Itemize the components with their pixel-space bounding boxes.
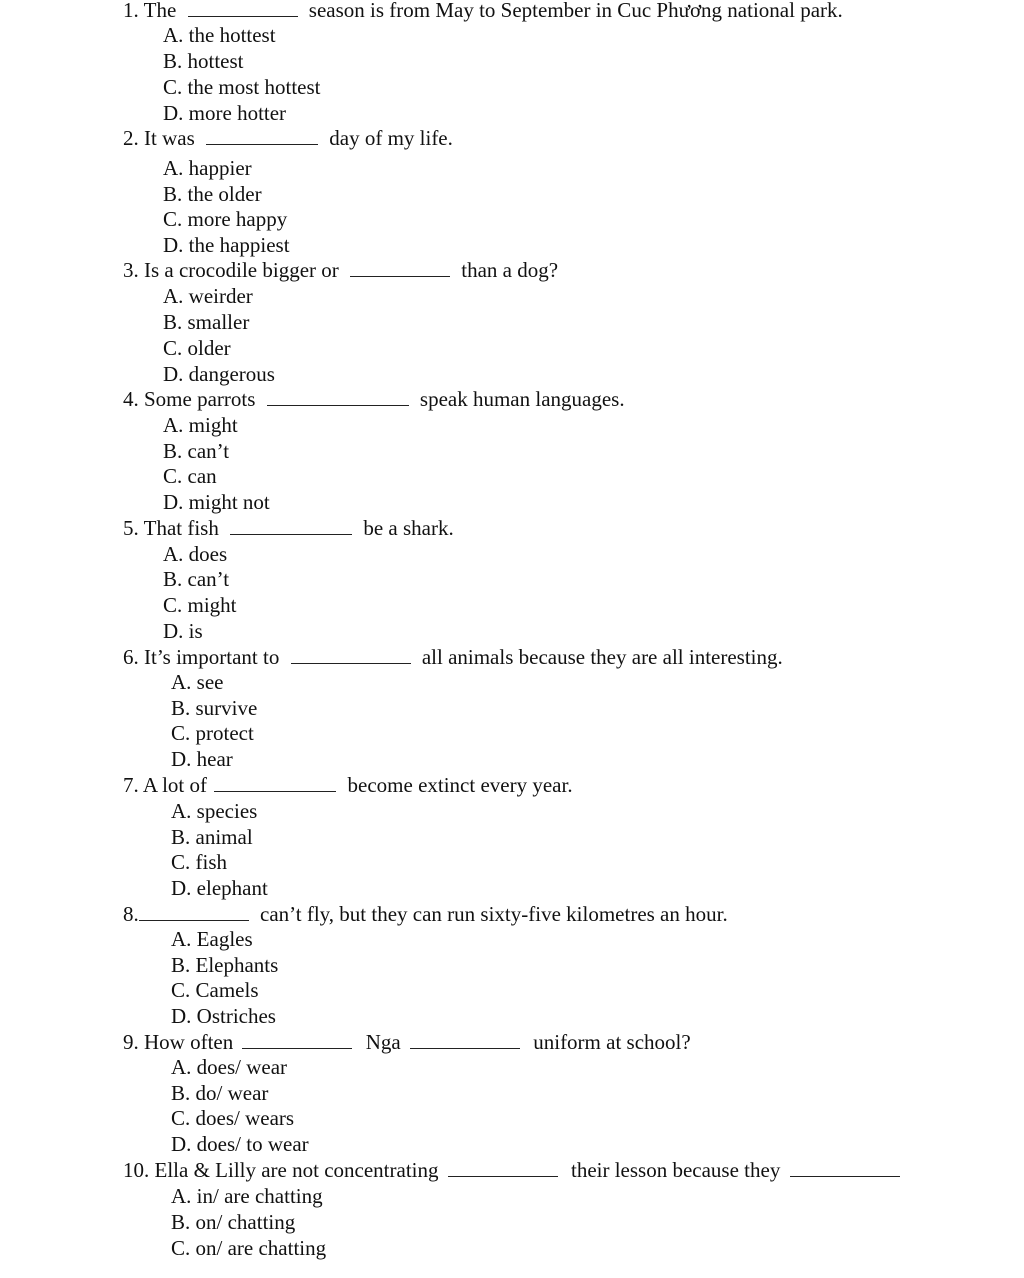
question-5	[123, 515, 454, 541]
option[interactable]: C. does/ wears	[171, 1106, 295, 1130]
answer-blank-1[interactable]	[448, 1158, 558, 1177]
answer-blank[interactable]	[214, 773, 336, 792]
option[interactable]: B. do/ wear	[171, 1081, 269, 1105]
option[interactable]: C. protect	[171, 721, 254, 745]
option[interactable]: A. does	[163, 542, 228, 566]
option[interactable]: B. the older	[163, 182, 262, 206]
question-text: Nga	[365, 1030, 401, 1054]
option[interactable]: B. can’t	[163, 567, 230, 591]
question-text: season is from May to September in Cuc Phương national park.	[308, 0, 843, 22]
option[interactable]: B. on/ chatting	[171, 1210, 296, 1234]
question-text: uniform at school?	[533, 1030, 691, 1054]
question-text: 5. That fish	[123, 516, 219, 540]
question-4	[123, 386, 625, 412]
question-3	[123, 257, 558, 283]
answer-blank[interactable]	[267, 387, 409, 406]
question-text: become extinct every year.	[347, 773, 573, 797]
question-text: 10. Ella & Lilly are not concentrating	[123, 1158, 439, 1182]
question-text: than a dog?	[461, 258, 559, 282]
question-text: 8.	[123, 902, 139, 926]
option[interactable]: C. the most hottest	[163, 75, 321, 99]
question-10	[123, 1157, 900, 1183]
question-text: can’t fly, but they can run sixty-five kilometres an hour.	[260, 902, 728, 926]
answer-blank-2[interactable]	[790, 1158, 900, 1177]
option[interactable]: C. might	[163, 593, 237, 617]
answer-blank[interactable]	[230, 516, 352, 535]
question-text: 2. It was	[123, 126, 195, 150]
option[interactable]: C. older	[163, 336, 231, 360]
option[interactable]: A. weirder	[163, 284, 253, 308]
answer-blank[interactable]	[139, 902, 249, 921]
question-text: 7. A lot of	[123, 773, 208, 797]
question-8	[123, 901, 728, 927]
question-text: their lesson because they	[570, 1158, 781, 1182]
option[interactable]: D. dangerous	[163, 362, 275, 386]
option[interactable]: C. more happy	[163, 207, 288, 231]
option[interactable]: B. animal	[171, 825, 253, 849]
question-text: all animals because they are all interesting.	[421, 645, 783, 669]
question-text: 4. Some parrots	[123, 387, 256, 411]
answer-blank-2[interactable]	[410, 1030, 520, 1049]
option[interactable]: A. does/ wear	[171, 1055, 288, 1079]
answer-blank[interactable]	[350, 258, 450, 277]
option[interactable]: C. can	[163, 464, 217, 488]
option[interactable]: D. more hotter	[163, 101, 287, 125]
question-6	[123, 644, 783, 670]
question-text: 1. The	[123, 0, 177, 22]
option[interactable]: C. fish	[171, 850, 228, 874]
option[interactable]: C. on/ are chatting	[171, 1236, 327, 1260]
answer-blank[interactable]	[291, 645, 411, 664]
answer-blank-1[interactable]	[242, 1030, 352, 1049]
answer-blank[interactable]	[188, 0, 298, 17]
option[interactable]: D. does/ to wear	[171, 1132, 309, 1156]
option[interactable]: B. hottest	[163, 49, 244, 73]
option[interactable]: D. Ostriches	[171, 1004, 276, 1028]
option[interactable]: D. might not	[163, 490, 270, 514]
question-text: 6. It’s important to	[123, 645, 280, 669]
question-2	[123, 125, 453, 151]
option[interactable]: A. Eagles	[171, 927, 253, 951]
option[interactable]: D. hear	[171, 747, 233, 771]
option[interactable]: A. might	[163, 413, 238, 437]
question-text: 9. How often	[123, 1030, 234, 1054]
option[interactable]: B. can’t	[163, 439, 230, 463]
option[interactable]: B. survive	[171, 696, 258, 720]
question-text: 3. Is a crocodile bigger or	[123, 258, 339, 282]
question-9	[123, 1029, 691, 1055]
option[interactable]: C. Camels	[171, 978, 259, 1002]
option[interactable]: B. smaller	[163, 310, 250, 334]
question-text: be a shark.	[363, 516, 454, 540]
answer-blank[interactable]	[206, 126, 318, 145]
option[interactable]: A. the hottest	[163, 23, 276, 47]
question-text: day of my life.	[329, 126, 453, 150]
question-7	[123, 772, 573, 798]
question-text: speak human languages.	[419, 387, 625, 411]
option[interactable]: A. happier	[163, 156, 252, 180]
option[interactable]: D. elephant	[171, 876, 268, 900]
question-1	[123, 0, 843, 23]
option[interactable]: A. see	[171, 670, 224, 694]
option[interactable]: D. is	[163, 619, 203, 643]
option[interactable]: A. in/ are chatting	[171, 1184, 323, 1208]
option[interactable]: A. species	[171, 799, 258, 823]
option[interactable]: B. Elephants	[171, 953, 279, 977]
option[interactable]: D. the happiest	[163, 233, 290, 257]
